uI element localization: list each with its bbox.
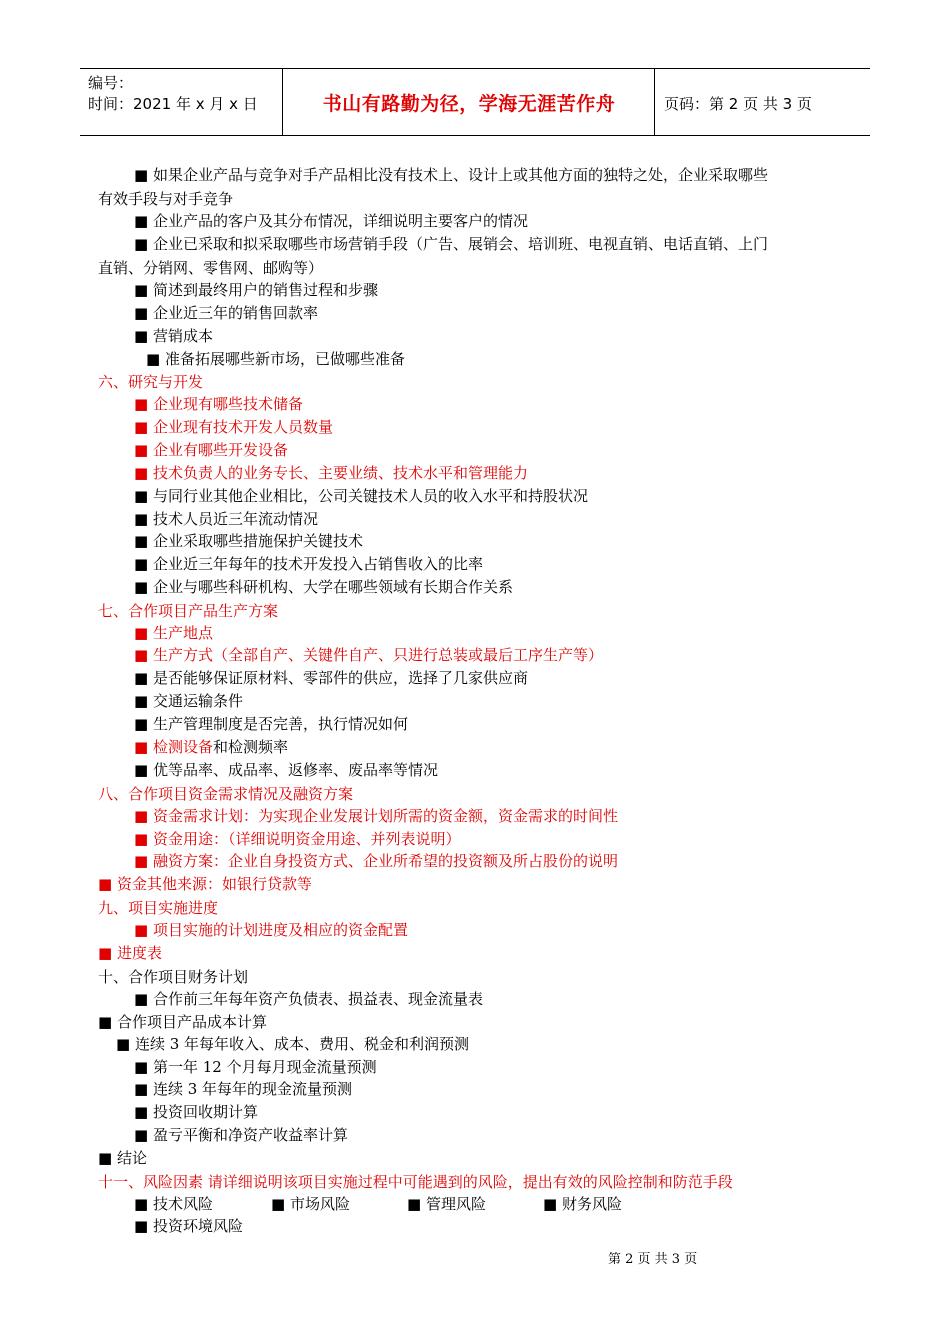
body-line: ■ 生产方式（全部自产、关键件自产、只进行总装或最后工序生产等） (134, 646, 603, 664)
risk-item: ■ 管理风险 (407, 1195, 486, 1213)
body-line: ■ 企业已采取和拟采取哪些市场营销手段（广告、展销会、培训班、电视直销、电话直销、上门 (134, 235, 768, 253)
risk-item: ■ 市场风险 (271, 1195, 350, 1213)
page-footer: 第 2 页 共 3 页 (608, 1252, 698, 1267)
body-line: ■ 交通运输条件 (134, 692, 243, 710)
document-time-label: 时间：2021 年 x 月 x 日 (88, 95, 258, 113)
body-line: ■ 生产地点 (134, 624, 213, 642)
body-line: ■ 企业有哪些开发设备 (134, 441, 288, 459)
body-line: ■ 企业近三年的销售回款率 (134, 304, 318, 322)
body-line-red-part: ■ 检测设备 (134, 738, 213, 756)
header-divider (654, 69, 655, 135)
section-heading: 八、合作项目资金需求情况及融资方案 (98, 785, 354, 803)
body-line: 有效手段与对手竞争 (98, 190, 234, 208)
body-line: ■ 与同行业其他企业相比，公司关键技术人员的收入水平和持股状况 (134, 487, 588, 505)
body-line: ■ 如果企业产品与竞争对手产品相比没有技术上、设计上或其他方面的独特之处，企业采取哪些 (134, 166, 768, 184)
body-line: ■ 营销成本 (134, 327, 213, 345)
header-page-number: 页码：第 2 页 共 3 页 (664, 95, 812, 113)
body-line: ■ 是否能够保证原材料、零部件的供应，选择了几家供应商 (134, 669, 528, 687)
body-line: ■ 企业现有技术开发人员数量 (134, 418, 333, 436)
body-line: ■ 盈亏平衡和净资产收益率计算 (134, 1126, 348, 1144)
risk-list (134, 1193, 622, 1216)
body-line: ■ 投资回收期计算 (134, 1103, 258, 1121)
document-number-label: 编号： (88, 74, 134, 92)
section-heading: 十一、风险因素 请详细说明该项目实施过程中可能遇到的风险，提出有效的风险控制和防范手段 (98, 1173, 733, 1191)
body-line: ■ 优等品率、成品率、返修率、废品率等情况 (134, 761, 438, 779)
section-heading: 七、合作项目产品生产方案 (98, 602, 279, 620)
body-line: ■ 项目实施的计划进度及相应的资金配置 (134, 921, 408, 939)
body-line: ■ 技术负责人的业务专长、主要业绩、技术水平和管理能力 (134, 464, 528, 482)
body-line: ■ 第一年 12 个月每月现金流量预测 (134, 1058, 377, 1076)
body-line: ■ 企业采取哪些措施保护关键技术 (134, 532, 363, 550)
body-line-black-part: 和检测频率 (212, 738, 288, 756)
body-line (134, 736, 288, 759)
risk-item: ■ 财务风险 (543, 1195, 622, 1213)
body-line: ■ 企业与哪些科研机构、大学在哪些领域有长期合作关系 (134, 578, 513, 596)
header-left (88, 73, 258, 115)
page-header (80, 68, 870, 136)
body-line: ■ 投资环境风险 (134, 1217, 243, 1235)
body-line: ■ 企业产品的客户及其分布情况，详细说明主要客户的情况 (134, 212, 528, 230)
section-heading: 六、研究与开发 (98, 373, 204, 391)
body-line: ■ 资金其他来源：如银行贷款等 (98, 875, 312, 893)
body-line: ■ 结论 (98, 1149, 147, 1167)
body-line: ■ 融资方案：企业自身投资方式、企业所希望的投资额及所占股份的说明 (134, 852, 618, 870)
body-line: ■ 企业近三年每年的技术开发投入占销售收入的比率 (134, 555, 483, 573)
body-line: ■ 企业现有哪些技术储备 (134, 395, 303, 413)
body-line: ■ 进度表 (98, 944, 162, 962)
header-motto: 书山有路勤为径，学海无涯苦作舟 (322, 93, 616, 115)
risk-item: ■ 技术风险 (134, 1195, 213, 1213)
body-line: ■ 资金需求计划：为实现企业发展计划所需的资金额，资金需求的时间性 (134, 807, 618, 825)
body-line: ■ 技术人员近三年流动情况 (134, 510, 318, 528)
body-line: ■ 合作前三年每年资产负债表、损益表、现金流量表 (134, 990, 483, 1008)
section-heading: 九、项目实施进度 (98, 899, 219, 917)
body-line: 直销、分销网、零售网、邮购等） (98, 259, 324, 277)
body-line: ■ 连续 3 年每年收入、成本、费用、税金和利润预测 (116, 1035, 470, 1053)
section-heading: 十、合作项目财务计划 (98, 968, 249, 986)
header-divider (282, 69, 283, 135)
body-line: ■ 资金用途：（详细说明资金用途、并列表说明） (134, 830, 461, 848)
body-line: ■ 生产管理制度是否完善，执行情况如何 (134, 715, 408, 733)
body-line: ■ 连续 3 年每年的现金流量预测 (134, 1080, 353, 1098)
body-line: ■ 准备拓展哪些新市场，已做哪些准备 (146, 350, 405, 368)
body-line: ■ 简述到最终用户的销售过程和步骤 (134, 281, 378, 299)
body-line: ■ 合作项目产品成本计算 (98, 1013, 267, 1031)
